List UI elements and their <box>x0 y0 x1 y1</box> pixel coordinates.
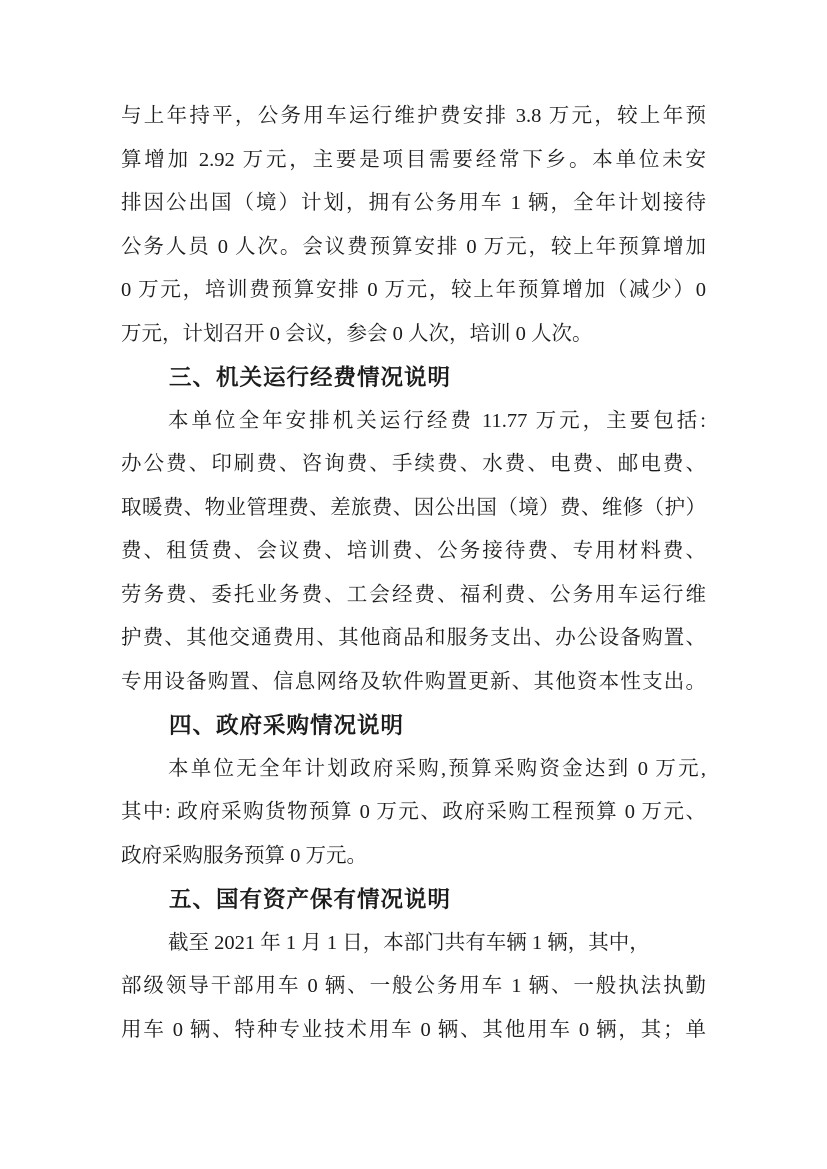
section-heading-3: 三、机关运行经费情况说明 <box>169 365 452 390</box>
document-text-block <box>121 95 706 1052</box>
body-line: 劳务费、委托业务费、工会经费、福利费、公务用车运行维 <box>121 583 706 606</box>
body-line: 0 万元，培训费预算安排 0 万元，较上年预算增加（减少）0 <box>121 279 706 301</box>
body-line: 本单位无全年计划政府采购,预算采购资金达到 0 万元, <box>168 757 706 780</box>
body-line: 公务人员 0 人次。会议费预算安排 0 万元，较上年预算增加 <box>121 235 706 258</box>
body-line: 与上年持平，公务用车运行维护费安排 3.8 万元，较上年预 <box>121 105 706 127</box>
body-line: 办公费、印刷费、咨询费、手续费、水费、电费、邮电费、 <box>121 453 706 475</box>
body-line: 护费、其他交通费用、其他商品和服务支出、办公设备购置、 <box>121 627 706 649</box>
body-line: 政府采购服务预算 0 万元。 <box>121 844 367 867</box>
body-line: 截至 2021 年 1 月 1 日，本部门共有车辆 1 辆，其中， <box>168 931 650 954</box>
body-line: 万元，计划召开 0 会议，参会 0 人次，培训 0 人次。 <box>121 322 593 345</box>
body-line: 部级领导干部用车 0 辆、一般公务用车 1 辆、一般执法执勤 <box>121 975 706 997</box>
body-line: 费、租赁费、会议费、培训费、公务接待费、专用材料费、 <box>121 540 706 562</box>
body-line: 专用设备购置、信息网络及软件购置更新、其他资本性支出。 <box>121 670 706 693</box>
section-heading-5: 五、国有资产保有情况说明 <box>169 887 452 912</box>
body-line: 取暖费、物业管理费、差旅费、因公出国（境）费、维修（护） <box>121 496 706 519</box>
body-line: 算增加 2.92 万元，主要是项目需要经常下乡。本单位未安 <box>121 148 706 171</box>
body-line: 用车 0 辆、特种专业技术用车 0 辆、其他用车 0 辆，其；单 <box>121 1018 706 1041</box>
body-line: 排因公出国（境）计划，拥有公务用车 1 辆，全年计划接待 <box>121 192 706 214</box>
section-heading-4: 四、政府采购情况说明 <box>169 713 405 738</box>
body-line: 本单位全年安排机关运行经费 11.77 万元，主要包括: <box>168 409 706 432</box>
body-line: 其中: 政府采购货物预算 0 万元、政府采购工程预算 0 万元、 <box>121 801 706 823</box>
